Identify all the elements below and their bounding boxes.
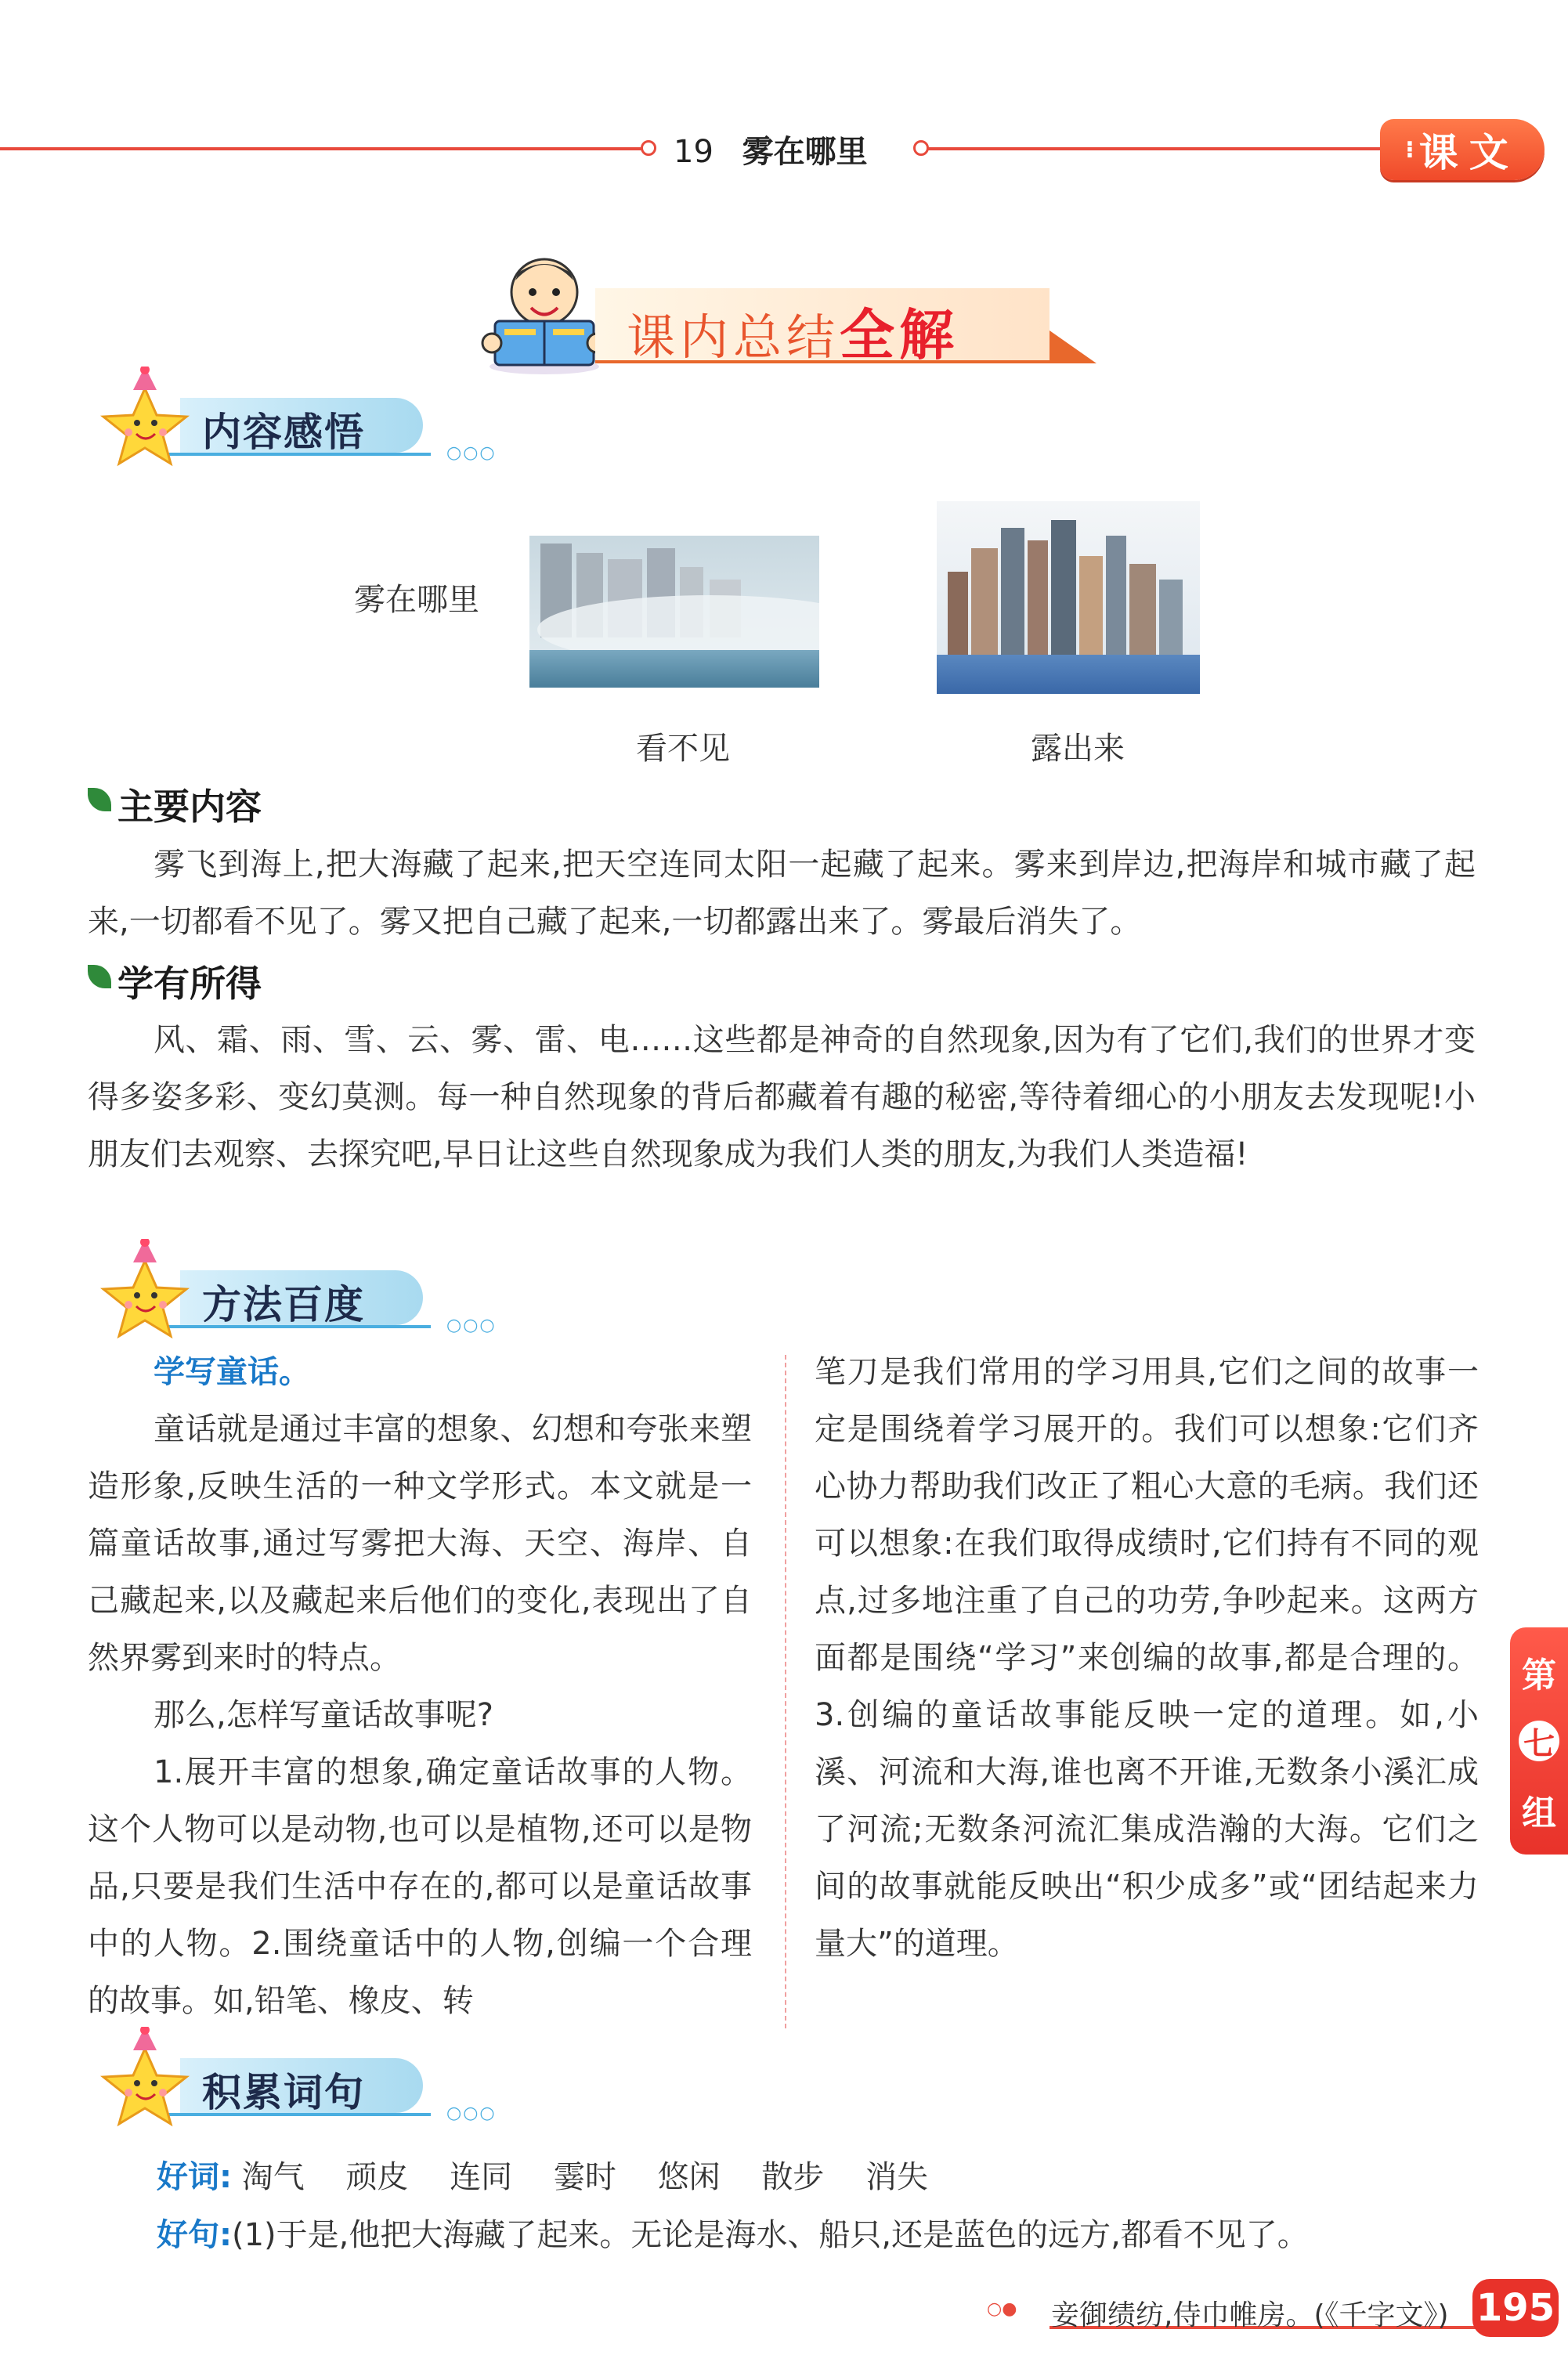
main-content-text: 雾飞到海上,把大海藏了起来,把天空连同太阳一起藏了起来。雾来到岸边,把海岸和城市藏了起来,一切都看不见了。雾又把自己藏了起来,一切都露出来了。雾最后消失了。 (88, 847, 1476, 940)
method-heading: 学写童话。 (154, 1354, 310, 1390)
star-mascot-icon (86, 1239, 204, 1341)
header-rule-dot-left (641, 140, 656, 156)
good-sentence-text: (1)于是,他把大海藏了起来。无论是海水、船只,还是蓝色的远方,都看不见了。 (232, 2217, 1309, 2253)
method-left-p2: 那么,怎样写童话故事呢? (154, 1697, 493, 1733)
good-words-line (157, 2152, 959, 2197)
method-right-column: 笔刀是我们常用的学习用具,它们之间的故事一定是围绕着学习展开的。我们可以想象:它们齐心协力帮助我们改正了粗心大意的毛病。我们还可以想象:在我们取得成绩时,它们持有不同的观点,过多地注重了自己的功劳,争吵起来。这两方面都是围绕“学习”来创编的故事,都是合理的。3.创编的童话故事能反映一定的道理。如,小溪、河流和大海,谁也离不开谁,无数条小溪汇成了河流;无数条河流汇集成浩瀚的大海。它们之间的故事就能反映出“积少成多”或“团结起来力量大”的道理。 (815, 1354, 1479, 1962)
chapter-tab-bottom: 组 (1522, 1793, 1556, 1833)
diagram-label: 雾在哪里 (354, 582, 479, 618)
lesson-type-label: 课文 (1418, 130, 1519, 175)
banner-arrow (1050, 330, 1097, 363)
header-lesson-title (674, 127, 868, 172)
banner-title (627, 291, 959, 370)
header-rule-left (0, 147, 650, 150)
good-sentence-label: 好句: (157, 2217, 232, 2253)
section1-title: 内容感悟 (202, 410, 365, 455)
leaf-icon (88, 788, 111, 811)
footer-dots: ○● (987, 2299, 1017, 2319)
good-words-label: 好词: (157, 2159, 232, 2195)
method-left-column (88, 1344, 752, 2030)
good-word: 悠闲 (657, 2159, 721, 2195)
header-rule-right (927, 147, 1389, 150)
caption-revealed: 露出来 (1031, 731, 1125, 767)
section3-title: 积累词句 (202, 2070, 365, 2115)
good-sentence-line (157, 2210, 1309, 2255)
good-word: 霎时 (553, 2159, 616, 2195)
section3-dots: ○○○ (446, 2104, 497, 2123)
main-content-title: 主要内容 (117, 786, 262, 828)
banner-title-main: 课内总结 (627, 309, 840, 366)
good-word: 连同 (450, 2159, 513, 2195)
good-word: 消失 (865, 2159, 929, 2195)
learned-title: 学有所得 (117, 962, 262, 1005)
caption-invisible: 看不见 (636, 731, 730, 767)
lesson-type-tag (1380, 119, 1545, 180)
lesson-number: 19 (674, 134, 714, 170)
clear-city-photo (937, 501, 1200, 694)
star-mascot-icon (86, 367, 204, 468)
method-left-p3: 1.展开丰富的想象,确定童话故事的人物。这个人物可以是动物,也可以是植物,还可以是物品,只要是我们生活中存在的,都可以是童话故事中的人物。2.围绕童话中的人物,创编一个合理的故事。如,铅笔、橡皮、转 (88, 1754, 752, 2019)
section1-dots: ○○○ (446, 443, 497, 463)
lesson-title: 雾在哪里 (742, 134, 868, 170)
foggy-city-photo (529, 536, 819, 688)
section2-dots: ○○○ (446, 1316, 497, 1335)
method-left-p1: 童话就是通过丰富的想象、幻想和夸张来塑造形象,反映生活的一种文学形式。本文就是一篇童话故事,通过写雾把大海、天空、海岸、自己藏起来,以及藏起来后他们的变化,表现出了自然界雾到来时的特点。 (88, 1411, 752, 1676)
good-word: 淘气 (241, 2159, 305, 2195)
section2-title: 方法百度 (202, 1282, 365, 1327)
header-rule-dot-right (913, 140, 929, 156)
leaf-icon (88, 965, 111, 988)
reading-boy-icon (478, 249, 611, 382)
star-mascot-icon (86, 2027, 204, 2129)
page-number: 195 (1472, 2279, 1559, 2337)
learned-text: 风、霜、雨、雪、云、雾、雷、电……这些都是神奇的自然现象,因为有了它们,我们的世界才变得多姿多彩、变幻莫测。每一种自然现象的背后都藏着有趣的秘密,等待着细心的小朋友去发现呢!小朋友们去观察、去探究吧,早日让这些自然现象成为我们人类的朋友,为我们人类造福! (88, 1022, 1476, 1172)
column-divider (785, 1355, 786, 2028)
footer-quote: 妾御绩纺,侍巾帷房。(《千字文》) (1051, 2299, 1449, 2331)
chapter-tab-number: 七 (1519, 1721, 1559, 1761)
tag-dot-icon: ⁝ (1405, 135, 1414, 164)
good-word: 顽皮 (345, 2159, 409, 2195)
chapter-tab-top: 第 (1522, 1656, 1556, 1696)
banner-title-emphasis: 全解 (840, 303, 959, 367)
chapter-side-tab (1510, 1627, 1568, 1855)
good-word: 散步 (761, 2159, 825, 2195)
